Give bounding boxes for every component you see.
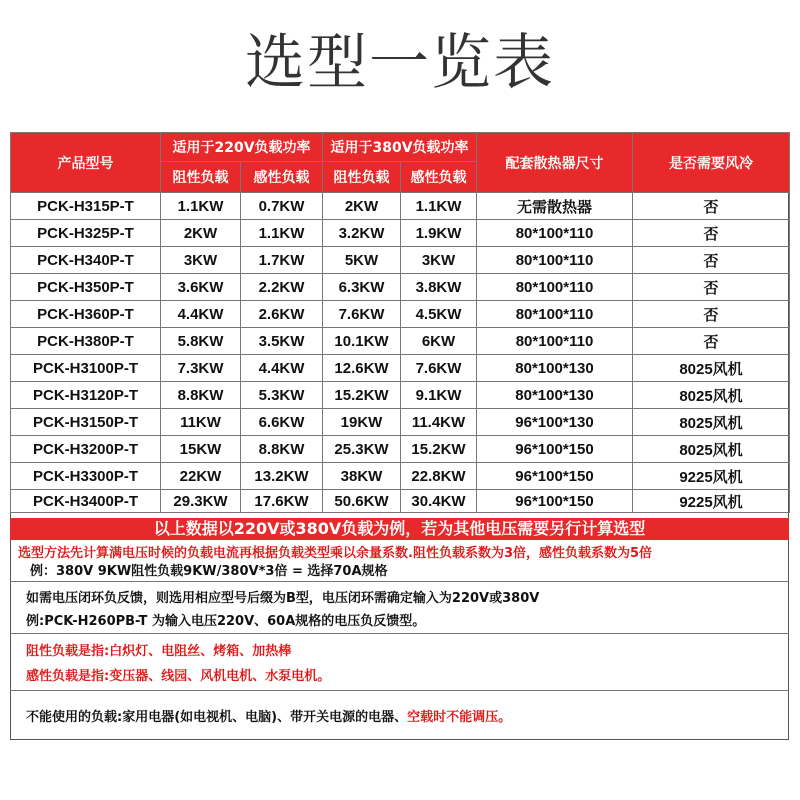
cell-heatsink: 80*100*130	[477, 355, 633, 382]
note-unusable-loads	[26, 706, 511, 725]
cell-heatsink: 80*100*110	[477, 274, 633, 301]
cell-cooling: 否	[633, 328, 790, 355]
cell-cooling: 否	[633, 193, 790, 220]
cell-380v-resistive: 3.2KW	[323, 220, 401, 247]
header-cooling: 是否需要风冷	[633, 133, 790, 193]
cell-220v-inductive: 5.3KW	[241, 382, 323, 409]
cell-cooling: 9225风机	[633, 490, 790, 513]
cell-380v-inductive: 6KW	[401, 328, 477, 355]
cell-cooling: 8025风机	[633, 355, 790, 382]
cell-220v-inductive: 0.7KW	[241, 193, 323, 220]
table-row	[11, 436, 790, 463]
cell-380v-inductive: 30.4KW	[401, 490, 477, 513]
table-row	[11, 274, 790, 301]
divider	[10, 633, 789, 634]
cell-220v-resistive: 3.6KW	[161, 274, 241, 301]
cell-380v-resistive: 12.6KW	[323, 355, 401, 382]
cell-220v-inductive: 13.2KW	[241, 463, 323, 490]
cell-model: PCK-H350P-T	[11, 274, 161, 301]
cell-220v-resistive: 5.8KW	[161, 328, 241, 355]
spec-table	[10, 132, 790, 513]
cell-220v-resistive: 3KW	[161, 247, 241, 274]
cell-220v-resistive: 22KW	[161, 463, 241, 490]
cell-380v-inductive: 22.8KW	[401, 463, 477, 490]
cell-380v-resistive: 7.6KW	[323, 301, 401, 328]
header-heatsink: 配套散热器尺寸	[477, 133, 633, 193]
cell-cooling: 8025风机	[633, 382, 790, 409]
cell-heatsink: 96*100*150	[477, 436, 633, 463]
header-220v-resistive: 阻性负载	[161, 162, 241, 193]
cell-heatsink: 96*100*150	[477, 463, 633, 490]
cell-220v-inductive: 2.2KW	[241, 274, 323, 301]
header-380v-inductive: 感性负载	[401, 162, 477, 193]
cell-220v-inductive: 1.1KW	[241, 220, 323, 247]
table-row	[11, 409, 790, 436]
cell-model: PCK-H360P-T	[11, 301, 161, 328]
cell-220v-inductive: 1.7KW	[241, 247, 323, 274]
cell-380v-resistive: 25.3KW	[323, 436, 401, 463]
cell-model: PCK-H340P-T	[11, 247, 161, 274]
cell-heatsink: 80*100*130	[477, 382, 633, 409]
voltage-banner: 以上数据以220V或380V负载为例，若为其他电压需要另行计算选型	[10, 518, 789, 540]
cell-380v-resistive: 5KW	[323, 247, 401, 274]
cell-220v-inductive: 17.6KW	[241, 490, 323, 513]
note-closed-loop: 如需电压闭环负反馈，则选用相应型号后缀为B型，电压闭环需确定输入为220V或380V	[26, 591, 540, 606]
note-resistive-definition: 阻性负载是指:白炽灯、电阻丝、烤箱、加热棒	[26, 644, 292, 659]
cell-380v-inductive: 9.1KW	[401, 382, 477, 409]
cell-heatsink: 80*100*110	[477, 247, 633, 274]
cell-380v-resistive: 2KW	[323, 193, 401, 220]
header-380v-resistive: 阻性负载	[323, 162, 401, 193]
table-row	[11, 328, 790, 355]
spec-table-body	[11, 193, 790, 513]
cell-220v-inductive: 2.6KW	[241, 301, 323, 328]
header-220v-inductive: 感性负载	[241, 162, 323, 193]
divider	[10, 581, 789, 582]
page-title: 选型一览表	[245, 28, 555, 98]
note-example-1: 例：380V 9KW阻性负载9KW/380V*3倍 = 选择70A规格	[30, 564, 388, 579]
cell-380v-resistive: 19KW	[323, 409, 401, 436]
cell-heatsink: 80*100*110	[477, 301, 633, 328]
cell-cooling: 8025风机	[633, 436, 790, 463]
cell-cooling: 否	[633, 220, 790, 247]
note-selection-method: 选型方法先计算满电压时候的负载电流再根据负载类型乘以余量系数.阻性负载系数为3倍，感性负载系数为5倍	[18, 546, 653, 561]
cell-model: PCK-H3120P-T	[11, 382, 161, 409]
cell-380v-resistive: 15.2KW	[323, 382, 401, 409]
cell-model: PCK-H3300P-T	[11, 463, 161, 490]
cell-heatsink: 80*100*110	[477, 220, 633, 247]
cell-220v-resistive: 4.4KW	[161, 301, 241, 328]
cell-cooling: 否	[633, 247, 790, 274]
cell-cooling: 8025风机	[633, 409, 790, 436]
table-row	[11, 490, 790, 513]
cell-380v-resistive: 6.3KW	[323, 274, 401, 301]
cell-220v-resistive: 15KW	[161, 436, 241, 463]
cell-380v-inductive: 1.1KW	[401, 193, 477, 220]
cell-380v-inductive: 3KW	[401, 247, 477, 274]
cell-220v-resistive: 11KW	[161, 409, 241, 436]
cell-220v-inductive: 4.4KW	[241, 355, 323, 382]
divider	[10, 690, 789, 691]
cell-380v-inductive: 3.8KW	[401, 274, 477, 301]
cell-model: PCK-H325P-T	[11, 220, 161, 247]
table-row	[11, 301, 790, 328]
cell-cooling: 9225风机	[633, 463, 790, 490]
table-row	[11, 355, 790, 382]
cell-380v-inductive: 15.2KW	[401, 436, 477, 463]
cell-heatsink: 无需散热器	[477, 193, 633, 220]
cell-380v-inductive: 7.6KW	[401, 355, 477, 382]
cell-model: PCK-H380P-T	[11, 328, 161, 355]
table-row	[11, 247, 790, 274]
cell-380v-inductive: 4.5KW	[401, 301, 477, 328]
cell-220v-resistive: 29.3KW	[161, 490, 241, 513]
cell-220v-inductive: 8.8KW	[241, 436, 323, 463]
cell-380v-inductive: 11.4KW	[401, 409, 477, 436]
cell-220v-resistive: 1.1KW	[161, 193, 241, 220]
cell-model: PCK-H3150P-T	[11, 409, 161, 436]
cell-220v-inductive: 3.5KW	[241, 328, 323, 355]
cell-cooling: 否	[633, 274, 790, 301]
cell-220v-inductive: 6.6KW	[241, 409, 323, 436]
cell-220v-resistive: 8.8KW	[161, 382, 241, 409]
table-row	[11, 193, 790, 220]
cell-model: PCK-H3200P-T	[11, 436, 161, 463]
table-row	[11, 463, 790, 490]
table-row	[11, 382, 790, 409]
cell-heatsink: 96*100*130	[477, 409, 633, 436]
note-unusable-red: 空载时不能调压。	[407, 710, 512, 725]
cell-heatsink: 80*100*110	[477, 328, 633, 355]
header-380v: 适用于380V负载功率	[323, 133, 477, 162]
cell-220v-resistive: 7.3KW	[161, 355, 241, 382]
cell-model: PCK-H315P-T	[11, 193, 161, 220]
cell-heatsink: 96*100*150	[477, 490, 633, 513]
cell-380v-resistive: 10.1KW	[323, 328, 401, 355]
cell-380v-resistive: 38KW	[323, 463, 401, 490]
header-220v: 适用于220V负载功率	[161, 133, 323, 162]
note-unusable-black: 不能使用的负载:家用电器(如电视机、电脑)、带开关电源的电器、	[26, 710, 408, 725]
table-row	[11, 220, 790, 247]
cell-380v-resistive: 50.6KW	[323, 490, 401, 513]
cell-model: PCK-H3100P-T	[11, 355, 161, 382]
cell-220v-resistive: 2KW	[161, 220, 241, 247]
cell-cooling: 否	[633, 301, 790, 328]
header-model: 产品型号	[11, 133, 161, 193]
note-example-2: 例:PCK-H260PB-T 为输入电压220V、60A规格的电压负反馈型。	[26, 614, 426, 629]
cell-380v-inductive: 1.9KW	[401, 220, 477, 247]
cell-model: PCK-H3400P-T	[11, 490, 161, 513]
note-inductive-definition: 感性负载是指:变压器、线园、风机电机、水泵电机。	[26, 669, 331, 684]
